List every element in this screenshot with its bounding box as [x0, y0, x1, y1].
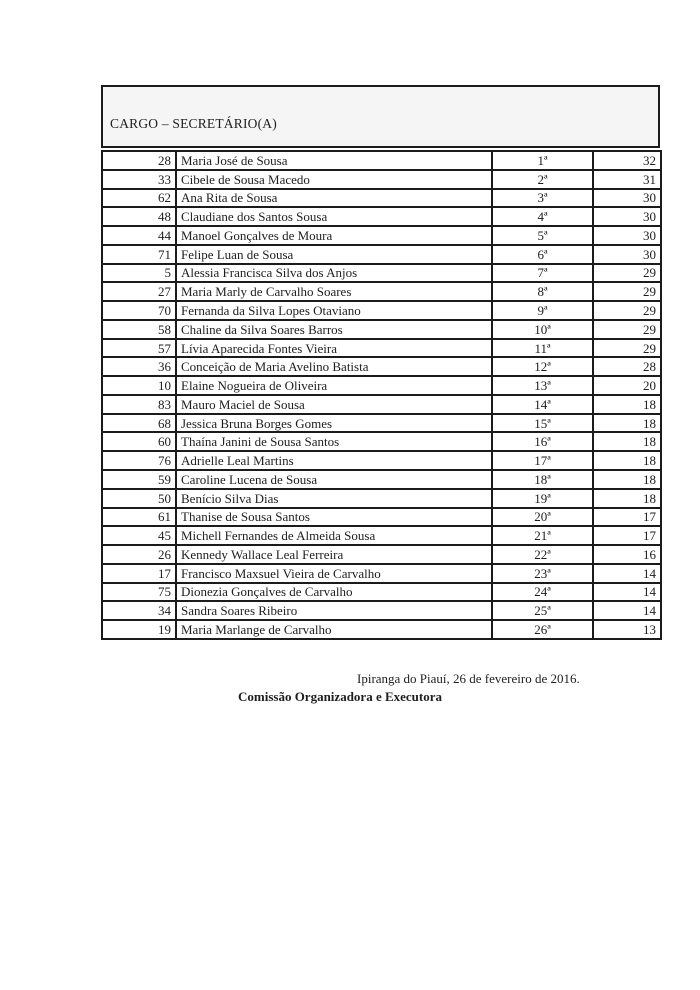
table-row [102, 414, 661, 433]
candidate-number-cell: 83 [102, 395, 176, 414]
candidate-name-cell: Lívia Aparecida Fontes Vieira [176, 339, 492, 358]
candidate-number-cell: 59 [102, 470, 176, 489]
candidate-number-cell: 50 [102, 489, 176, 508]
candidate-number-cell: 48 [102, 207, 176, 226]
table-title-cell [101, 85, 660, 148]
score-cell: 29 [593, 264, 661, 283]
signature-line: Comissão Organizadora e Executora [238, 689, 443, 704]
table-title: CARGO – SECRETÁRIO(A) [110, 116, 277, 131]
candidate-name-cell: Michell Fernandes de Almeida Sousa [176, 526, 492, 545]
table-row [102, 451, 661, 470]
candidate-name-cell: Caroline Lucena de Sousa [176, 470, 492, 489]
classification-cell: 16ª [492, 432, 593, 451]
classification-cell: 21ª [492, 526, 593, 545]
score-cell: 28 [593, 357, 661, 376]
classification-cell: 17ª [492, 451, 593, 470]
score-cell: 14 [593, 583, 661, 602]
candidate-name-cell: Thanise de Sousa Santos [176, 508, 492, 527]
candidate-name-cell: Mauro Maciel de Sousa [176, 395, 492, 414]
classification-cell: 24ª [492, 583, 593, 602]
candidate-number-cell: 70 [102, 301, 176, 320]
score-cell: 29 [593, 339, 661, 358]
candidate-number-cell: 57 [102, 339, 176, 358]
candidate-number-cell: 76 [102, 451, 176, 470]
classification-cell: 18ª [492, 470, 593, 489]
candidate-name-cell: Adrielle Leal Martins [176, 451, 492, 470]
score-cell: 30 [593, 207, 661, 226]
table-row [102, 526, 661, 545]
classification-cell: 7ª [492, 264, 593, 283]
classification-cell: 3ª [492, 189, 593, 208]
classification-cell: 22ª [492, 545, 593, 564]
candidate-name-cell: Francisco Maxsuel Vieira de Carvalho [176, 564, 492, 583]
candidate-number-cell: 28 [102, 151, 176, 170]
table-row [102, 245, 661, 264]
score-cell: 18 [593, 414, 661, 433]
candidate-number-cell: 71 [102, 245, 176, 264]
classification-cell: 26ª [492, 620, 593, 639]
candidate-name-cell: Maria José de Sousa [176, 151, 492, 170]
table-row [102, 489, 661, 508]
candidate-number-cell: 5 [102, 264, 176, 283]
candidate-name-cell: Fernanda da Silva Lopes Otaviano [176, 301, 492, 320]
classification-cell: 5ª [492, 226, 593, 245]
candidate-number-cell: 36 [102, 357, 176, 376]
score-cell: 20 [593, 376, 661, 395]
candidate-number-cell: 34 [102, 601, 176, 620]
candidate-name-cell: Ana Rita de Sousa [176, 189, 492, 208]
table-row [102, 376, 661, 395]
classification-cell: 9ª [492, 301, 593, 320]
candidate-name-cell: Manoel Gonçalves de Moura [176, 226, 492, 245]
candidate-name-cell: Felipe Luan de Sousa [176, 245, 492, 264]
table-row [102, 264, 661, 283]
candidate-number-cell: 62 [102, 189, 176, 208]
table-row [102, 301, 661, 320]
score-cell: 14 [593, 564, 661, 583]
table-row [102, 470, 661, 489]
table-row [102, 508, 661, 527]
classification-cell: 8ª [492, 282, 593, 301]
candidate-name-cell: Alessia Francisca Silva dos Anjos [176, 264, 492, 283]
table-row [102, 601, 661, 620]
candidate-number-cell: 44 [102, 226, 176, 245]
table-row [102, 320, 661, 339]
table-row [102, 395, 661, 414]
table-row [102, 207, 661, 226]
candidate-name-cell: Thaína Janini de Sousa Santos [176, 432, 492, 451]
score-cell: 17 [593, 508, 661, 527]
table-row [102, 357, 661, 376]
candidate-name-cell: Chaline da Silva Soares Barros [176, 320, 492, 339]
score-cell: 30 [593, 189, 661, 208]
score-cell: 30 [593, 226, 661, 245]
score-cell: 16 [593, 545, 661, 564]
classification-cell: 14ª [492, 395, 593, 414]
table-row [102, 282, 661, 301]
classification-cell: 10ª [492, 320, 593, 339]
candidate-number-cell: 26 [102, 545, 176, 564]
table-row [102, 189, 661, 208]
candidate-number-cell: 10 [102, 376, 176, 395]
score-cell: 18 [593, 489, 661, 508]
candidate-name-cell: Sandra Soares Ribeiro [176, 601, 492, 620]
table-row [102, 151, 661, 170]
candidate-name-cell: Maria Marly de Carvalho Soares [176, 282, 492, 301]
classification-cell: 13ª [492, 376, 593, 395]
classification-cell: 6ª [492, 245, 593, 264]
candidate-number-cell: 68 [102, 414, 176, 433]
candidate-number-cell: 19 [102, 620, 176, 639]
candidate-number-cell: 45 [102, 526, 176, 545]
candidate-number-cell: 60 [102, 432, 176, 451]
classification-cell: 25ª [492, 601, 593, 620]
candidate-number-cell: 27 [102, 282, 176, 301]
candidate-name-cell: Jessica Bruna Borges Gomes [176, 414, 492, 433]
score-cell: 18 [593, 432, 661, 451]
candidate-name-cell: Claudiane dos Santos Sousa [176, 207, 492, 226]
classification-cell: 23ª [492, 564, 593, 583]
candidate-number-cell: 75 [102, 583, 176, 602]
candidates-table [101, 150, 662, 640]
classification-cell: 20ª [492, 508, 593, 527]
classification-cell: 11ª [492, 339, 593, 358]
candidate-number-cell: 17 [102, 564, 176, 583]
score-cell: 32 [593, 151, 661, 170]
score-cell: 13 [593, 620, 661, 639]
candidate-name-cell: Cibele de Sousa Macedo [176, 170, 492, 189]
table-row [102, 564, 661, 583]
candidate-number-cell: 58 [102, 320, 176, 339]
candidate-name-cell: Benício Silva Dias [176, 489, 492, 508]
classification-cell: 19ª [492, 489, 593, 508]
candidate-number-cell: 33 [102, 170, 176, 189]
score-cell: 29 [593, 301, 661, 320]
table-row [102, 583, 661, 602]
score-cell: 29 [593, 282, 661, 301]
table-row [102, 620, 661, 639]
candidate-name-cell: Kennedy Wallace Leal Ferreira [176, 545, 492, 564]
table-row [102, 226, 661, 245]
score-cell: 18 [593, 470, 661, 489]
table-row [102, 170, 661, 189]
score-cell: 31 [593, 170, 661, 189]
candidate-name-cell: Dionezia Gonçalves de Carvalho [176, 583, 492, 602]
score-cell: 17 [593, 526, 661, 545]
score-cell: 18 [593, 451, 661, 470]
candidate-name-cell: Elaine Nogueira de Oliveira [176, 376, 492, 395]
classification-cell: 2ª [492, 170, 593, 189]
dateline: Ipiranga do Piauí, 26 de fevereiro de 2016. [357, 671, 580, 686]
score-cell: 29 [593, 320, 661, 339]
candidate-name-cell: Conceição de Maria Avelino Batista [176, 357, 492, 376]
table-row [102, 545, 661, 564]
results-block [101, 85, 660, 640]
classification-cell: 1ª [492, 151, 593, 170]
score-cell: 18 [593, 395, 661, 414]
table-row [102, 432, 661, 451]
classification-cell: 15ª [492, 414, 593, 433]
classification-cell: 12ª [492, 357, 593, 376]
score-cell: 30 [593, 245, 661, 264]
table-row [102, 339, 661, 358]
candidate-number-cell: 61 [102, 508, 176, 527]
candidate-name-cell: Maria Marlange de Carvalho [176, 620, 492, 639]
classification-cell: 4ª [492, 207, 593, 226]
score-cell: 14 [593, 601, 661, 620]
